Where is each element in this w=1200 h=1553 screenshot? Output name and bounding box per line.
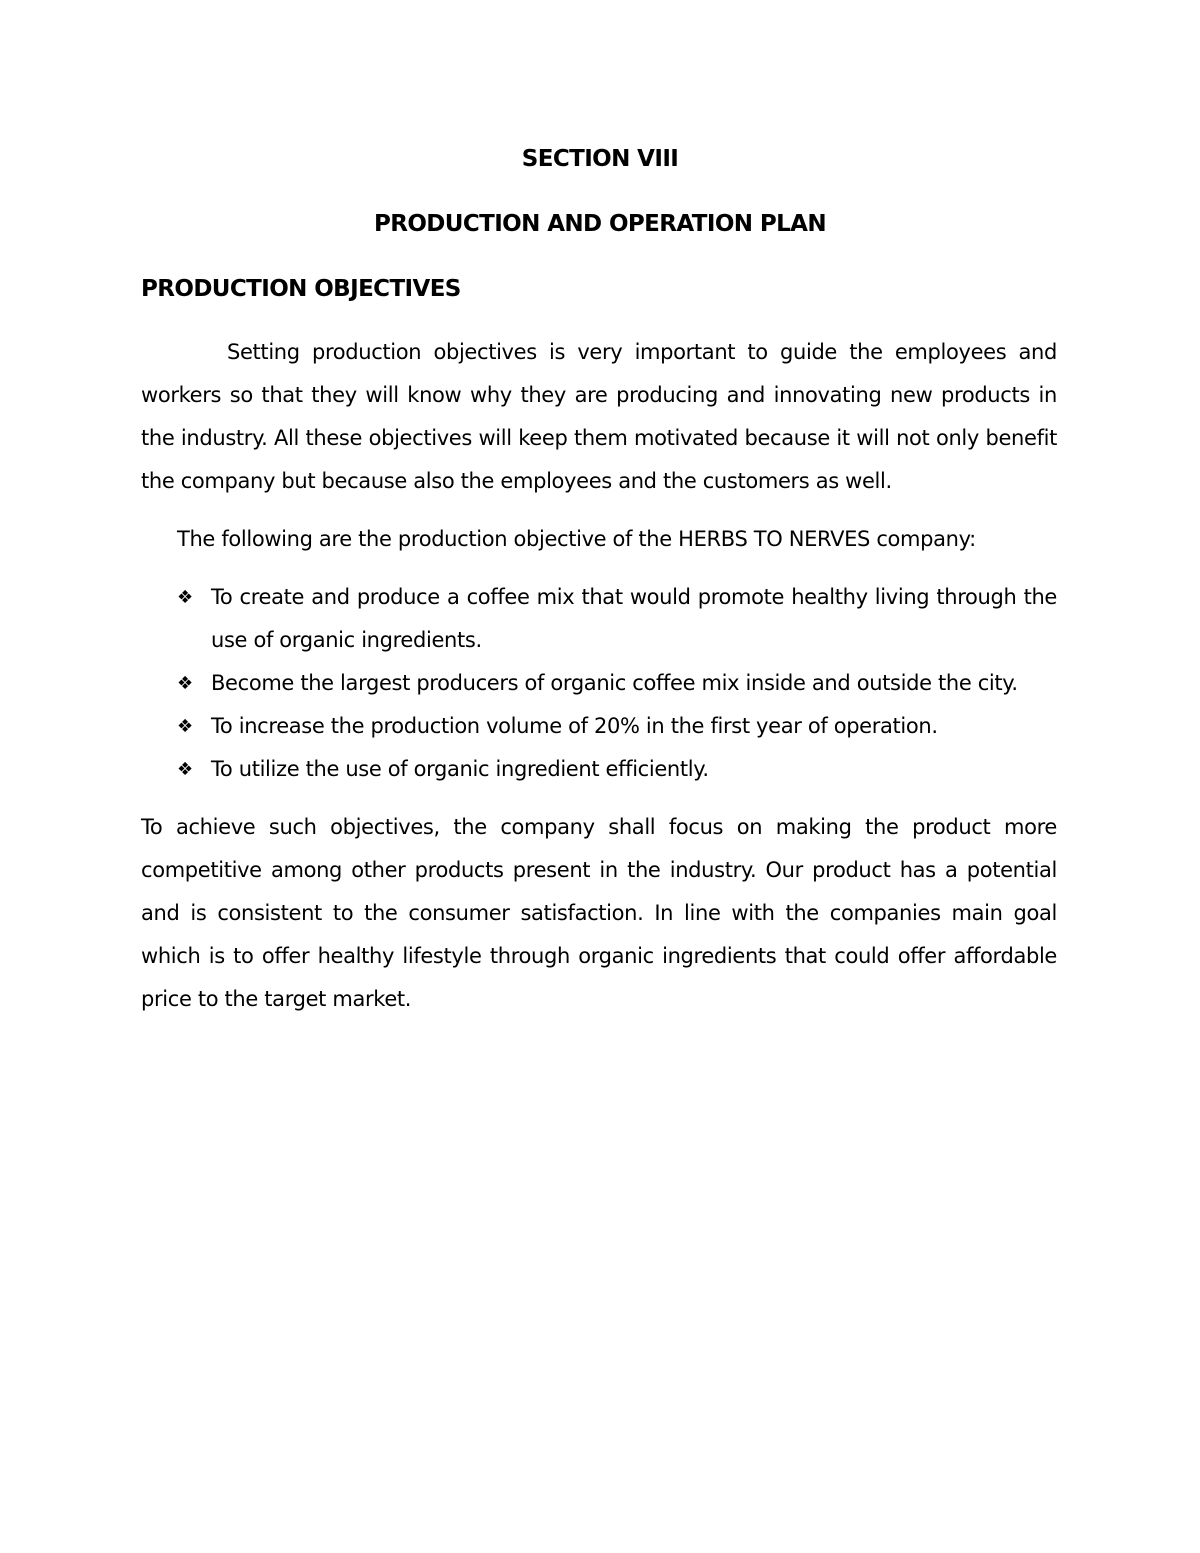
diamond-bullet-icon: ❖ bbox=[177, 587, 193, 608]
plan-title: PRODUCTION AND OPERATION PLAN bbox=[373, 211, 827, 237]
objectives-list bbox=[177, 576, 1057, 791]
list-item bbox=[177, 748, 1057, 791]
diamond-bullet-icon: ❖ bbox=[177, 673, 193, 694]
diamond-bullet-icon: ❖ bbox=[177, 759, 193, 780]
objective-text: To utilize the use of organic ingredient efficiently. bbox=[211, 757, 709, 781]
intro-paragraph: Setting production objectives is very important to guide the employees and workers so that they will know why they are producing and innovating new products in the industry. All these objectives will keep them motivated because it will not only benefit the company but because also the employees and the customers as well. bbox=[141, 340, 1057, 493]
objective-text: To increase the production volume of 20% in the first year of operation. bbox=[211, 714, 938, 738]
closing-paragraph: To achieve such objectives, the company shall focus on making the product more competitive among other products present in the industry. Our product has a potential and is consistent to the consumer satisfaction. In line with the companies main goal which is to offer healthy lifestyle through organic ingredients that could offer affordable price to the target market. bbox=[141, 815, 1057, 1011]
list-item bbox=[177, 662, 1057, 705]
section-title: SECTION VIII bbox=[521, 146, 679, 172]
list-item bbox=[177, 576, 1057, 662]
objective-text: To create and produce a coffee mix that would promote healthy living through the use of organic ingredients. bbox=[211, 585, 1057, 652]
list-item bbox=[177, 705, 1057, 748]
objectives-heading: PRODUCTION OBJECTIVES bbox=[141, 276, 461, 302]
diamond-bullet-icon: ❖ bbox=[177, 716, 193, 737]
objective-text: Become the largest producers of organic coffee mix inside and outside the city. bbox=[211, 671, 1018, 695]
objectives-lead-in: The following are the production objective of the HERBS TO NERVES company: bbox=[177, 527, 976, 551]
